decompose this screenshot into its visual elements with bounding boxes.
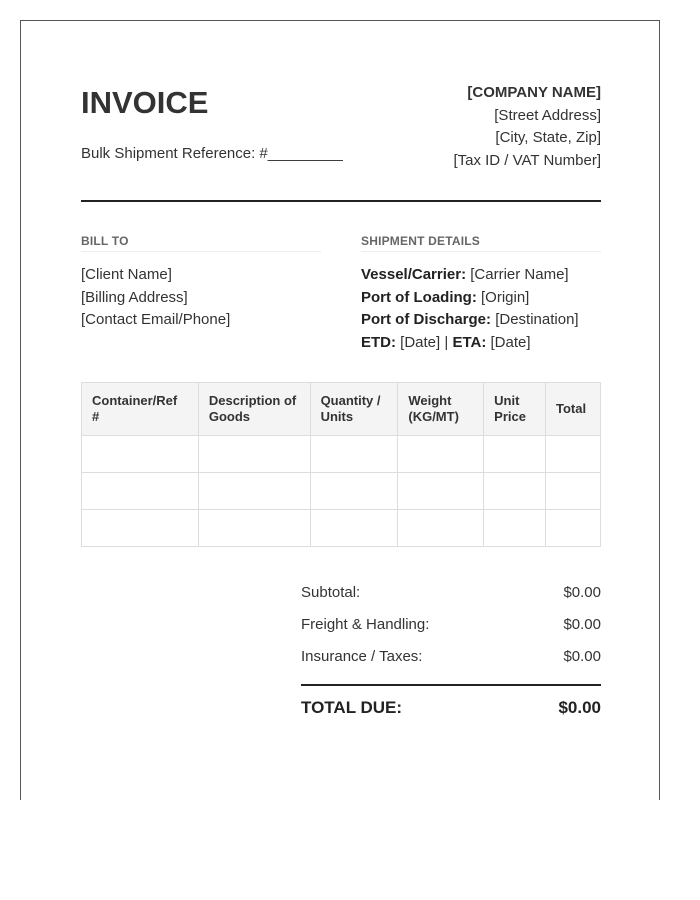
table-cell xyxy=(546,436,601,473)
discharge-row xyxy=(361,309,601,332)
invoice-header xyxy=(81,21,601,201)
total-due-value: $0.00 xyxy=(558,698,601,717)
vessel-label: Vessel/Carrier: xyxy=(361,266,467,283)
loading-label: Port of Loading: xyxy=(361,288,477,306)
vessel-value: [Carrier Name] xyxy=(470,266,569,283)
invoice-title: INVOICE xyxy=(81,85,209,120)
contact-info: [Contact Email/Phone] xyxy=(81,311,231,328)
table-cell xyxy=(484,473,546,510)
table-cell xyxy=(82,510,199,547)
table-cell xyxy=(198,473,310,510)
company-name: [COMPANY NAME] xyxy=(467,84,601,101)
freight-value: $0.00 xyxy=(563,616,601,633)
invoice-page xyxy=(20,20,660,800)
table-cell xyxy=(546,510,601,547)
table-cell xyxy=(310,436,398,473)
insurance-value: $0.00 xyxy=(563,648,601,665)
vessel-row xyxy=(361,264,601,287)
bill-to-section xyxy=(81,234,321,332)
etd-label: ETD: xyxy=(361,333,396,351)
bill-to-label: BILL TO xyxy=(81,234,321,252)
subtotal-value: $0.00 xyxy=(563,584,601,601)
header-unit-price: Unit Price xyxy=(484,383,546,436)
subtotal-label: Subtotal: xyxy=(301,584,361,601)
table-cell xyxy=(310,510,398,547)
line-items-table xyxy=(81,382,601,547)
invoice-content xyxy=(81,21,601,717)
company-tax-id: [Tax ID / VAT Number] xyxy=(453,151,601,169)
insurance-label: Insurance / Taxes: xyxy=(301,648,423,665)
insurance-row xyxy=(301,646,601,678)
header-weight: Weight (KG/MT) xyxy=(398,383,484,436)
table-cell xyxy=(398,473,484,510)
table-cell xyxy=(484,510,546,547)
shipment-details-label: SHIPMENT DETAILS xyxy=(361,234,601,252)
header-total: Total xyxy=(546,383,601,436)
eta-value: [Date] xyxy=(490,333,531,351)
etd-value: [Date] xyxy=(400,333,441,351)
freight-row xyxy=(301,614,601,646)
subtotal-row xyxy=(301,582,601,614)
client-name: [Client Name] xyxy=(81,266,172,283)
etd-eta-row xyxy=(361,332,601,355)
table-row xyxy=(82,473,601,510)
table-cell xyxy=(398,510,484,547)
header-divider xyxy=(81,200,601,202)
table-header-row xyxy=(82,383,601,436)
header-description: Description of Goods xyxy=(198,383,310,436)
discharge-value: [Destination] xyxy=(495,311,579,328)
shipment-lines xyxy=(361,264,601,354)
table-cell xyxy=(82,436,199,473)
discharge-label: Port of Discharge: xyxy=(361,311,492,328)
table-cell xyxy=(198,510,310,547)
shipment-details-section xyxy=(361,234,601,354)
table-row xyxy=(82,436,601,473)
bill-to-lines xyxy=(81,264,321,332)
company-info xyxy=(453,82,601,172)
table-cell xyxy=(82,473,199,510)
total-due-row xyxy=(301,698,601,718)
company-city: [City, State, Zip] xyxy=(495,129,601,146)
company-street: [Street Address] xyxy=(494,106,601,124)
table-cell xyxy=(398,436,484,473)
table-cell xyxy=(484,436,546,473)
table-cell xyxy=(198,436,310,473)
shipment-reference: Bulk Shipment Reference: #_________ xyxy=(81,145,343,162)
totals-divider xyxy=(301,684,601,686)
total-due-label: TOTAL DUE: xyxy=(301,698,403,717)
billing-address: [Billing Address] xyxy=(81,288,188,306)
loading-value: [Origin] xyxy=(480,288,530,306)
table-cell xyxy=(310,473,398,510)
header-quantity: Quantity / Units xyxy=(310,383,398,436)
eta-label: ETA: xyxy=(452,333,487,351)
totals-section xyxy=(301,582,601,718)
loading-row xyxy=(361,287,601,310)
table-cell xyxy=(546,473,601,510)
header-container-ref: Container/Ref # xyxy=(82,383,199,436)
etd-eta-separator: | xyxy=(444,333,449,351)
table-row xyxy=(82,510,601,547)
freight-label: Freight & Handling: xyxy=(301,616,430,633)
